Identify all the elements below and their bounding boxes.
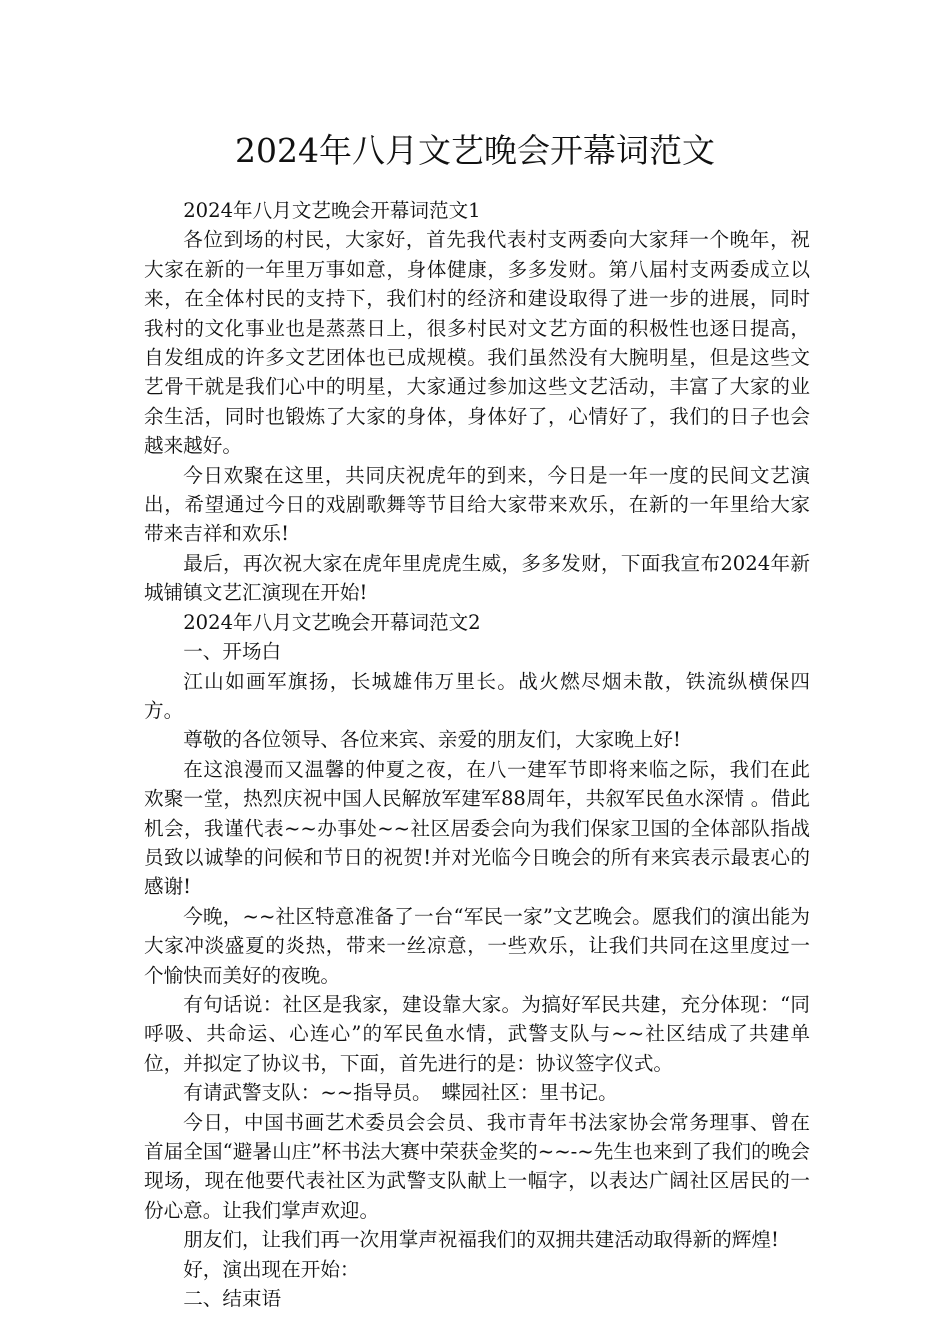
paragraph: 今晚，~~社区特意准备了一台“军民一家”文艺晚会。愿我们的演出能为大家冲淡盛夏的炎热，带来一丝凉意，一些欢乐，让我们共同在这里度过一个愉快而美好的夜晚。 [144, 904, 810, 987]
paragraph: 尊敬的各位领导、各位来宾、亲爱的朋友们，大家晚上好! [183, 728, 681, 752]
paragraph: 最后，再次祝大家在虎年里虎虎生威，多多发财，下面我宣布2024年新城铺镇文艺汇演现在开始! [144, 551, 810, 605]
section-heading: 2024年八月文艺晚会开幕词范文1 [183, 199, 481, 222]
paragraph: 朋友们，让我们再一次用掌声祝福我们的双拥共建活动取得新的辉煌! [183, 1228, 779, 1252]
paragraph: 有句话说：社区是我家，建设靠大家。为搞好军民共建，充分体现：“同呼吸、共命运、心连心”的军民鱼水情，武警支队与~~社区结成了共建单位，并拟定了协议书，下面，首先进行的是：协议签字仪式。 [144, 992, 810, 1075]
section-heading: 2024年八月文艺晚会开幕词范文2 [183, 610, 481, 634]
document-title: 2024年八月文艺晚会开幕词范文 [235, 131, 715, 170]
paragraph: 今日，中国书画艺术委员会会员、我市青年书法家协会常务理事、曾在首届全国“避暑山庄”杯书法大赛中荣获金奖的~~-~先生也来到了我们的晚会现场，现在他要代表社区为武警支队献上一幅字，以表达广阔社区居民的一份心意。让我们掌声欢迎。 [144, 1110, 810, 1222]
paragraph: 在这浪漫而又温馨的仲夏之夜，在八一建军节即将来临之际，我们在此欢聚一堂，热烈庆祝中国人民解放军建军88周年，共叙军民鱼水深情 。借此机会，我谨代表~~办事处~~社区居委会向为我们保家卫国的全体部队指战员致以诚挚的问候和节日的祝贺!并对光临今日晚会的所有来宾表示最衷心的感谢! [144, 757, 810, 899]
paragraph: 各位到场的村民，大家好，首先我代表村支两委向大家拜一个晚年，祝大家在新的一年里万事如意，身体健康，多多发财。第八届村支两委成立以来，在全体村民的支持下，我们村的经济和建设取得了进一步的进展，同时我村的文化事业也是蒸蒸日上，很多村民对文艺方面的积极性也逐日提高，自发组成的许多文艺团体也已成规模。我们虽然没有大腕明星，但是这些文艺骨干就是我们心中的明星，大家通过参加这些文艺活动，丰富了大家的业余生活，同时也锻炼了大家的身体，身体好了，心情好了，我们的日子也会越来越好。 [144, 228, 810, 458]
paragraph: 好，演出现在开始： [183, 1257, 360, 1281]
paragraph: 今日欢聚在这里，共同庆祝虎年的到来，今日是一年一度的民间文艺演出，希望通过今日的戏剧歌舞等节目给大家带来欢乐，在新的一年里给大家带来吉祥和欢乐! [144, 463, 810, 546]
subsection-heading: 二、结束语 [183, 1287, 282, 1311]
subsection-heading: 一、开场白 [183, 640, 282, 664]
document-body [144, 196, 810, 1313]
paragraph: 江山如画军旗扬，长城雄伟万里长。战火燃尽烟未散，铁流纵横保四方。 [144, 669, 810, 722]
paragraph: 有请武警支队：~~指导员。 蝶园社区：里书记。 [183, 1081, 618, 1105]
